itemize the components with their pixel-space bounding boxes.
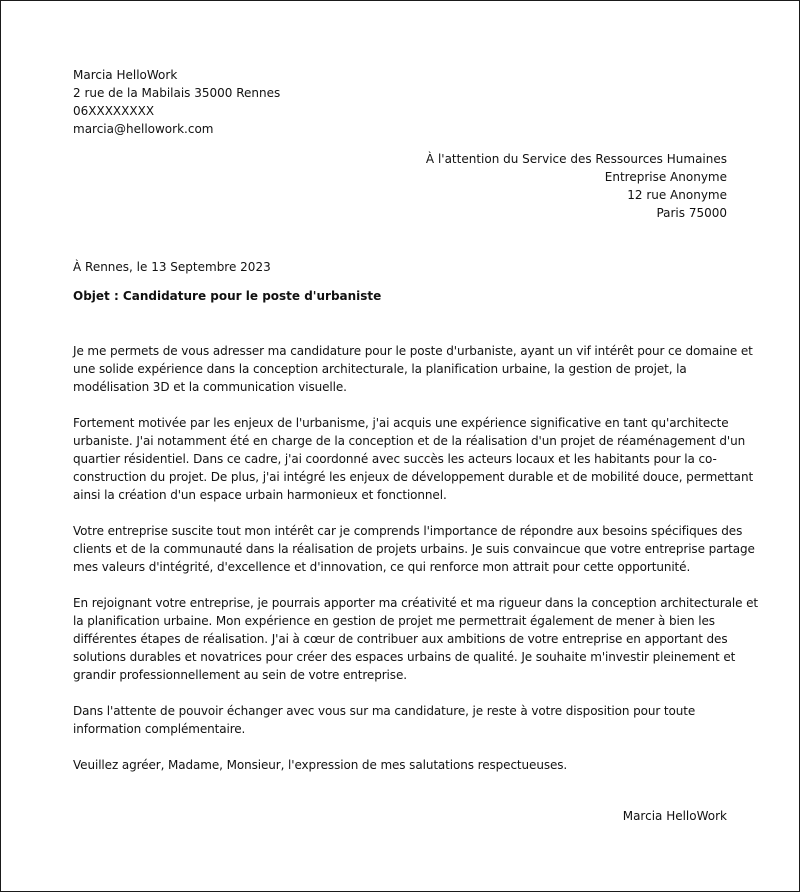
paragraph-line: information complémentaire. xyxy=(73,722,246,736)
paragraph-line: construction du projet. De plus, j'ai intégré les enjeux de développement durable et de mobilité douce, permettant xyxy=(73,470,754,484)
paragraph-line: Veuillez agréer, Madame, Monsieur, l'expression de mes salutations respectueuses. xyxy=(73,758,568,772)
paragraph-motivation xyxy=(73,522,755,576)
sender-name: Marcia HelloWork xyxy=(73,68,178,82)
paragraph-line: Votre entreprise suscite tout mon intérêt car je comprends l'importance de répondre aux besoins spécifiques des xyxy=(73,524,743,538)
recipient-attention: À l'attention du Service des Ressources Humaines xyxy=(425,152,727,166)
sender-address: 2 rue de la Mabilais 35000 Rennes xyxy=(73,86,281,100)
paragraph-line: différentes étapes de réalisation. J'ai à cœur de contribuer aux ambitions de votre entreprise en apportant des xyxy=(73,632,728,646)
paragraph-line: Fortement motivée par les enjeux de l'urbanisme, j'ai acquis une expérience significative en tant qu'architecte xyxy=(73,416,729,430)
recipient-city: Paris 75000 xyxy=(656,206,727,220)
paragraph-availability xyxy=(73,702,727,738)
signature: Marcia HelloWork xyxy=(622,809,727,823)
recipient-company: Entreprise Anonyme xyxy=(604,170,727,184)
recipient-street: 12 rue Anonyme xyxy=(627,188,727,202)
paragraph-contribution xyxy=(73,594,758,684)
paragraph-line: quartier résidentiel. Dans ce cadre, j'ai coordonné avec succès les acteurs locaux et les habitants pour la co- xyxy=(73,452,717,466)
paragraph-line: Dans l'attente de pouvoir échanger avec vous sur ma candidature, je reste à votre disposition pour toute xyxy=(73,704,696,718)
paragraph-experience xyxy=(73,414,754,504)
letter-body xyxy=(73,342,758,774)
paragraph-line: grandir professionnellement au sein de votre entreprise. xyxy=(73,668,407,682)
paragraph-line: urbaniste. J'ai notamment été en charge de la conception et de la réalisation d'un projet de réaménagement d'un xyxy=(73,434,746,448)
paragraph-line: Je me permets de vous adresser ma candidature pour le poste d'urbaniste, ayant un vif intérêt pour ce domaine et xyxy=(73,344,753,358)
date-line: À Rennes, le 13 Septembre 2023 xyxy=(73,260,271,274)
paragraph-line: ainsi la création d'un espace urbain harmonieux et fonctionnel. xyxy=(73,488,447,502)
recipient-block xyxy=(73,150,727,222)
paragraph-intro xyxy=(73,342,753,396)
sender-block xyxy=(73,66,727,138)
paragraph-line: modélisation 3D et la communication visuelle. xyxy=(73,380,347,394)
paragraph-line: solutions durables et novatrices pour créer des espaces urbains de qualité. Je souhaite m'investir pleinement et xyxy=(73,650,736,664)
subject-line: Objet : Candidature pour le poste d'urbaniste xyxy=(73,289,382,303)
paragraph-line: mes valeurs d'intégrité, d'excellence et d'innovation, ce qui renforce mon attrait pour cette opportunité. xyxy=(73,560,691,574)
sender-email: marcia@hellowork.com xyxy=(73,122,214,136)
paragraph-closing xyxy=(73,756,727,774)
paragraph-line: la planification urbaine. Mon expérience en gestion de projet me permettrait également de mener à bien les xyxy=(73,614,715,628)
sender-phone: 06XXXXXXXX xyxy=(73,104,155,118)
paragraph-line: En rejoignant votre entreprise, je pourrais apporter ma créativité et ma rigueur dans la conception architecturale et xyxy=(73,596,758,610)
paragraph-line: une solide expérience dans la conception architecturale, la planification urbaine, la gestion de projet, la xyxy=(73,362,687,376)
paragraph-line: clients et de la communauté dans la réalisation de projets urbains. Je suis convaincue que votre entreprise partage xyxy=(73,542,755,556)
